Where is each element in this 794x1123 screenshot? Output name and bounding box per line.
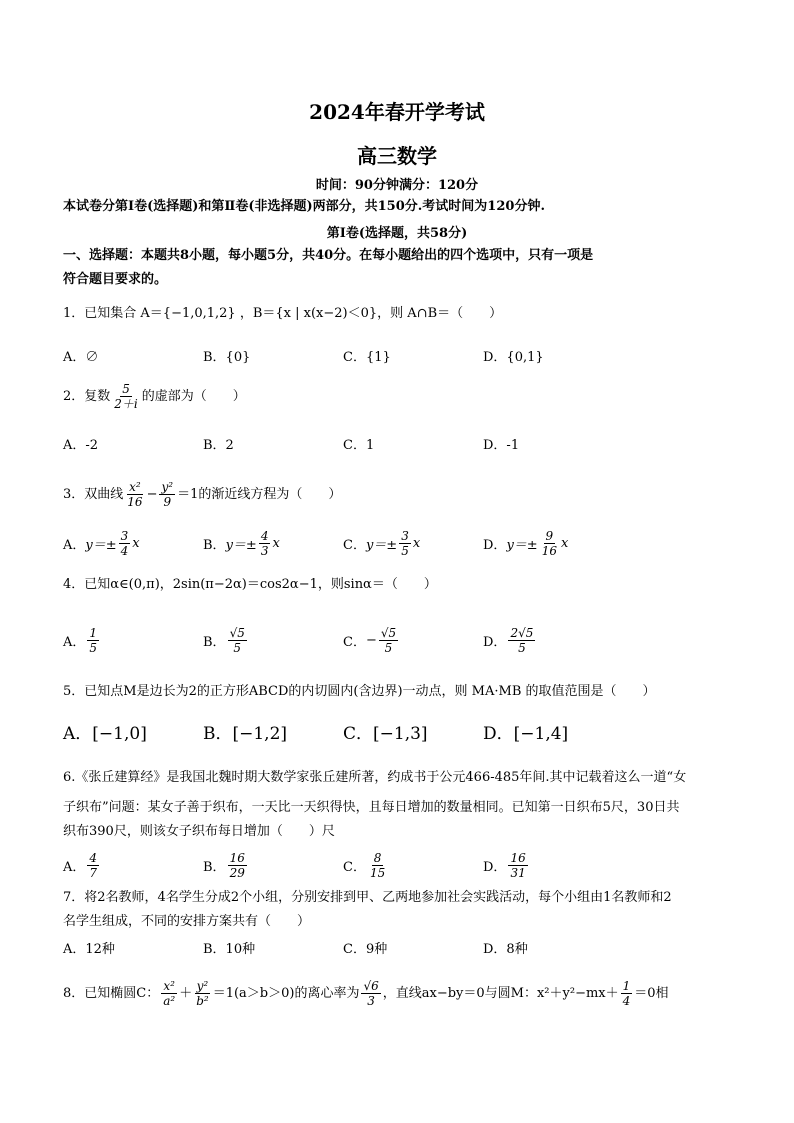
- question-5-stem: 5．已知点M是边长为2的正方形ABCD的内切圆内(含边界)一动点，则 MA·MB 的取值范围是（ ）: [63, 684, 656, 699]
- exam-intro: 本试卷分第Ⅰ卷(选择题)和第Ⅱ卷(非选择题)两部分，共150分.考试时间为120分钟.: [63, 199, 545, 214]
- option: [63, 620, 101, 660]
- exam-subject: 高三数学: [357, 144, 437, 168]
- question-3-stem: [63, 478, 743, 512]
- stem-text: 8．已知椭圆C：: [63, 986, 160, 1001]
- option: A．-2: [63, 437, 99, 453]
- question-1-options: [63, 340, 743, 370]
- option: D．8种: [483, 941, 528, 957]
- option-text: x: [412, 535, 421, 551]
- option-label: A．: [63, 859, 86, 875]
- option: B．[−1,2]: [203, 723, 288, 744]
- fraction: $\frac{16}{29}$: [229, 850, 245, 880]
- fraction: $\frac{\text{y²}}{\text{b²}}$: [196, 979, 209, 1008]
- option: A．∅: [63, 349, 99, 365]
- fraction: $\frac{4}{3}$: [260, 528, 269, 558]
- section-instructions-line1: 一、选择题：本题共8小题，每小题5分，共40分。在每小题给出的四个选项中，只有一项是: [63, 248, 594, 263]
- option-label: D．: [483, 859, 507, 875]
- option-label: C．: [343, 537, 366, 553]
- question-2-options: [63, 428, 743, 458]
- option-label: B．: [203, 634, 226, 650]
- option: [63, 528, 140, 558]
- question-2-stem: [63, 382, 743, 412]
- option: [483, 620, 537, 660]
- stem-text: 的虚部为（ ）: [141, 389, 246, 404]
- question-4-options: [63, 620, 743, 660]
- stem-text: 3．双曲线: [63, 487, 124, 502]
- option-text: x: [132, 535, 140, 551]
- option: [343, 528, 420, 558]
- option: [63, 846, 101, 884]
- question-7-line1: 7．将2名教师，4名学生分成2个小组，分别安排到甲、乙两地参加社会实践活动，每个小组由1名教师和2: [63, 890, 672, 905]
- option: B．10种: [203, 941, 256, 957]
- stem-text: 2．复数: [63, 389, 111, 404]
- option: [203, 846, 249, 884]
- option-label: B．: [203, 537, 226, 553]
- option: [483, 528, 568, 558]
- option-text: y＝±: [225, 537, 257, 553]
- question-7-line2: 名学生组成，不同的安排方案共有（ ）: [63, 914, 311, 929]
- fraction: $\frac{16}{31}$: [510, 850, 526, 880]
- section-instructions-line2: 符合题目要求的。: [63, 272, 168, 287]
- question-6-options: [63, 846, 743, 884]
- option: D．-1: [483, 437, 520, 453]
- option: C．9种: [343, 941, 388, 957]
- stem-text: ＝0相: [634, 986, 669, 1001]
- fraction: $\frac{√5}{5}$: [229, 625, 245, 655]
- exam-title: 2024年春开学考试: [309, 100, 485, 124]
- option: C．[−1,3]: [343, 723, 428, 744]
- option: [203, 620, 249, 660]
- option: C．{1}: [343, 349, 391, 365]
- fraction: $\frac{√5}{5}$: [380, 625, 397, 655]
- option: B．2: [203, 437, 234, 453]
- fraction: $\frac{5}{2+i}$: [114, 382, 138, 411]
- fraction: $\frac{2√5}{5}$: [510, 625, 534, 655]
- question-8-stem: [63, 976, 743, 1012]
- fraction: $\frac{\text{x²}}{16}$: [127, 480, 143, 509]
- fraction: $\frac{9}{16}$: [541, 528, 557, 558]
- option-text: x: [272, 535, 280, 551]
- option-label: C．: [343, 859, 366, 875]
- fraction: $\frac{1}{5}$: [89, 625, 98, 655]
- option-label: A．: [63, 634, 86, 650]
- question-4-stem: 4．已知α∈(0,π)，2sin(π−2α)＝cos2α−1，则sinα＝（ ）: [63, 577, 437, 592]
- time-info: 时间：90分钟满分：120分: [315, 178, 479, 193]
- question-5-options: [63, 716, 743, 746]
- option-text: x: [560, 535, 569, 551]
- fraction: $\frac{\text{x²}}{\text{a²}}$: [163, 979, 176, 1008]
- option: A．12种: [63, 941, 115, 957]
- fraction: $\frac{8}{15}$: [369, 850, 386, 880]
- question-6-line2: 子织布”问题：某女子善于织布，一天比一天织得快，且每日增加的数量相同。已知第一日织布5尺，30日共: [63, 800, 680, 815]
- option: [343, 620, 400, 660]
- fraction: $\frac{\text{y²}}{9}$: [161, 480, 174, 509]
- fraction: $\frac{4}{7}$: [89, 850, 98, 880]
- fraction: $\frac{√6}{3}$: [363, 979, 379, 1008]
- option: [483, 846, 530, 884]
- part-title: 第Ⅰ卷(选择题，共58分): [326, 226, 468, 241]
- option-text: y＝±: [365, 537, 398, 553]
- stem-text: ，直线ax−by＝0与圆M：x²＋y²−mx＋: [382, 986, 619, 1001]
- stem-text: −: [146, 487, 158, 502]
- question-1-stem: 1．已知集合 A＝{−1,0,1,2} ，B＝{x | x(x−2)＜0}，则 A∩B＝（ ）: [63, 306, 503, 321]
- question-3-options: [63, 528, 743, 562]
- fraction: $\frac{3}{5}$: [401, 528, 409, 558]
- option: D．[−1,4]: [483, 723, 569, 744]
- option: B．{0}: [203, 349, 251, 365]
- option-label: D．: [483, 634, 507, 650]
- option: A．[−1,0]: [63, 723, 147, 744]
- option-text: y＝±: [506, 537, 538, 553]
- option: C．1: [343, 437, 375, 453]
- question-6-line3: 织布390尺，则该女子织布每日增加（ ）尺: [63, 824, 335, 839]
- question-7-options: [63, 932, 743, 962]
- option: [343, 846, 389, 884]
- stem-text: ＝1的渐近线方程为（ ）: [177, 487, 342, 502]
- stem-text: ＋: [179, 986, 193, 1001]
- option-label: B．: [203, 859, 226, 875]
- stem-text: ＝1(a＞b＞0)的离心率为: [212, 986, 360, 1001]
- option-label: C．: [343, 634, 366, 650]
- option: [203, 528, 280, 558]
- question-6-line1: 6.《张丘建算经》是我国北魏时期大数学家张丘建所著，约成书于公元466-485年间.其中记载着这么一道“女: [63, 770, 687, 785]
- option-text: −: [365, 632, 377, 648]
- option-text: y＝±: [85, 537, 117, 553]
- option: D．{0,1}: [483, 349, 544, 365]
- option-label: D．: [483, 537, 507, 553]
- fraction: $\frac{1}{4}$: [622, 979, 631, 1008]
- option-label: A．: [63, 537, 86, 553]
- fraction: $\frac{3}{4}$: [120, 528, 129, 558]
